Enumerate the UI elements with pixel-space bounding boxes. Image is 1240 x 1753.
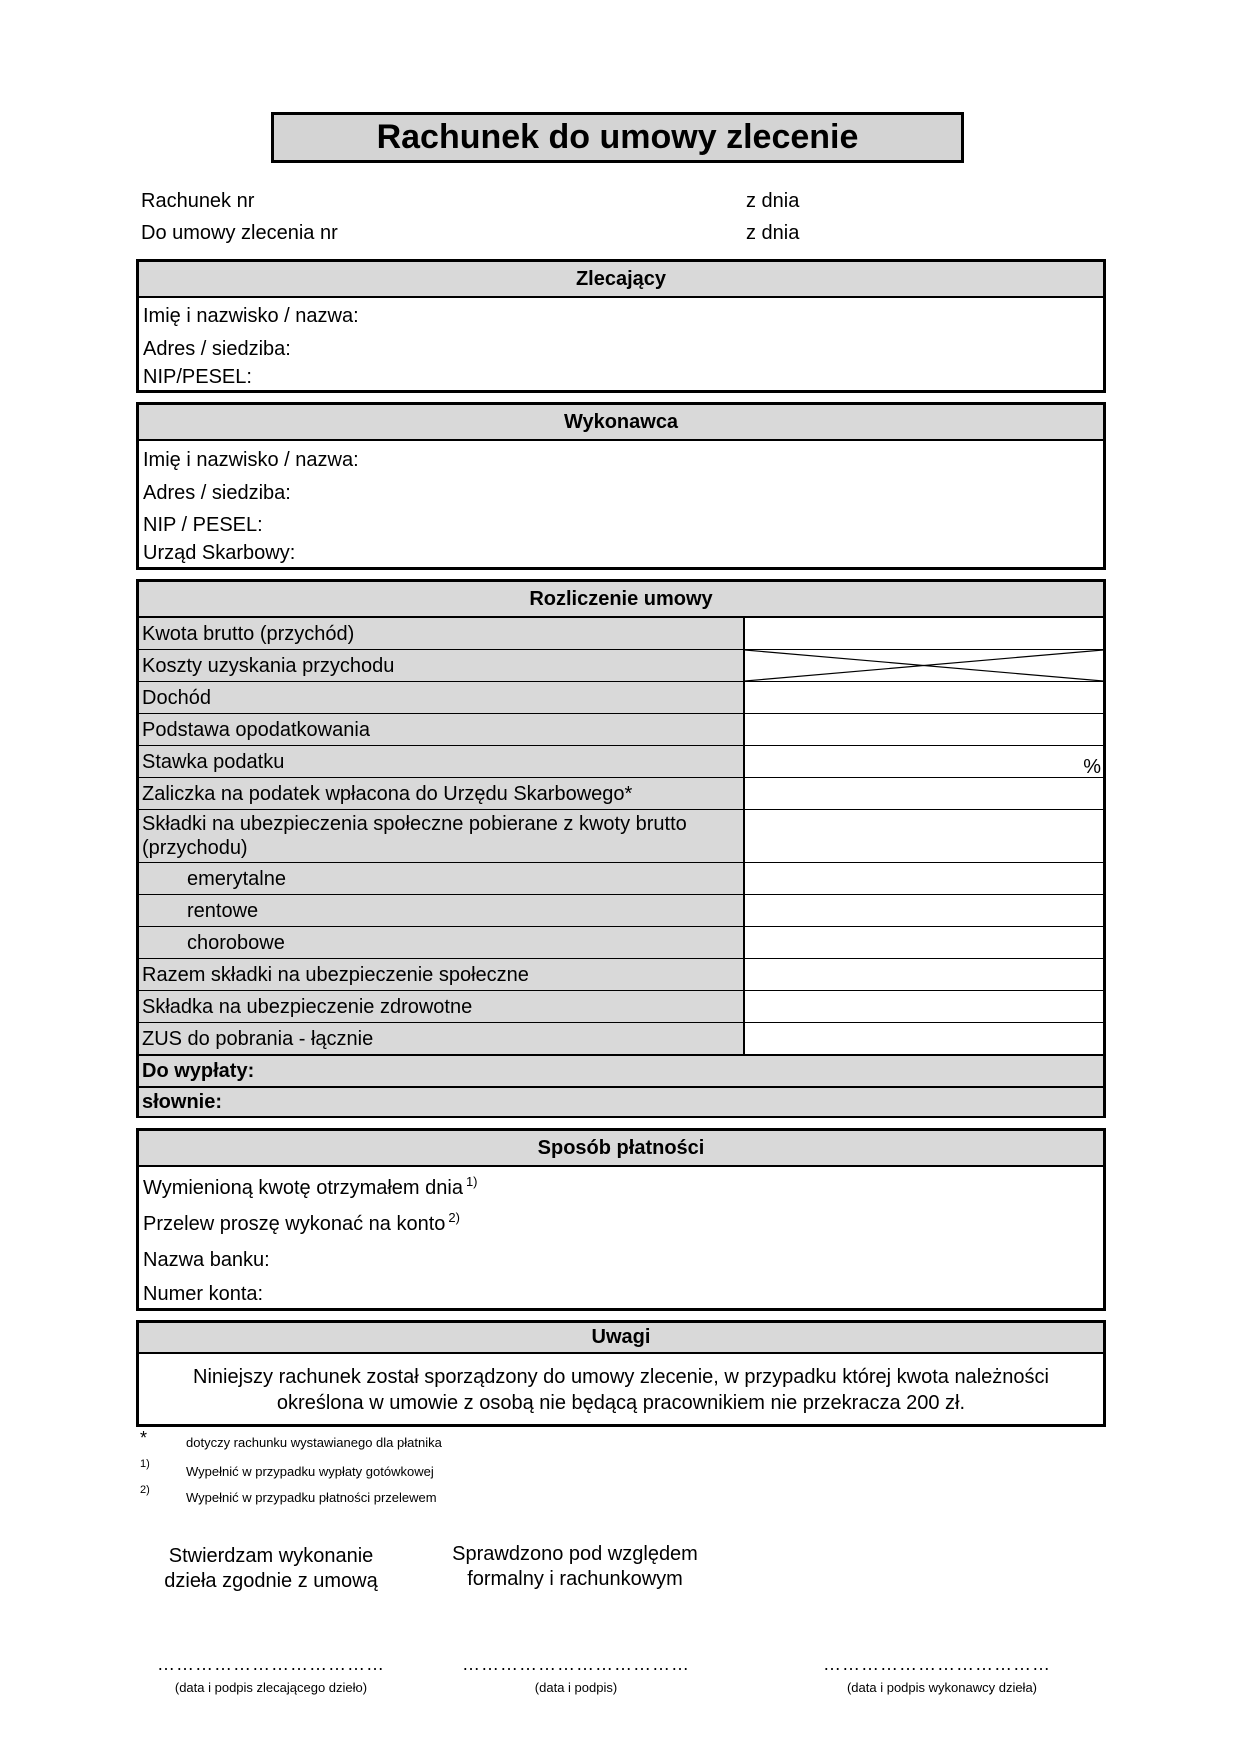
settlement-row xyxy=(139,714,1103,746)
signature-heading-1-line-1: Stwierdzam wykonanie xyxy=(168,1545,374,1567)
contractor-section xyxy=(136,402,1106,570)
remarks-section xyxy=(136,1320,1106,1427)
remarks-heading: Uwagi xyxy=(139,1323,1103,1354)
document-title: Rachunek do umowy zlecenie xyxy=(271,112,964,163)
settlement-row-value[interactable] xyxy=(745,959,1103,990)
settlement-row-value[interactable] xyxy=(745,618,1103,649)
settlement-row-label: Składka na ubezpieczenie zdrowotne xyxy=(139,991,745,1022)
invoice-date-label: z dnia xyxy=(746,190,800,212)
client-address-label: Adres / siedziba: xyxy=(143,338,291,360)
contractor-address-label: Adres / siedziba: xyxy=(143,482,291,504)
settlement-row-label: rentowe xyxy=(139,895,745,926)
cash-payment-line xyxy=(143,1176,478,1200)
settlement-row-label: Zaliczka na podatek wpłacona do Urzędu Skarbowego* xyxy=(139,778,745,809)
settlement-row-value[interactable] xyxy=(745,778,1103,809)
remarks-line-1: Niniejszy rachunek został sporządzony do umowy zlecenie, w przypadku której kwota należności xyxy=(193,1366,1049,1388)
account-number-label: Numer konta: xyxy=(143,1283,264,1305)
tax-rate-value[interactable] xyxy=(745,746,1103,777)
transfer-payment-label: Przelew proszę wykonać na konto xyxy=(143,1213,446,1235)
payment-method-section xyxy=(136,1128,1106,1311)
settlement-heading: Rozliczenie umowy xyxy=(139,582,1103,618)
client-nip-label: NIP/PESEL: xyxy=(143,366,252,388)
settlement-row xyxy=(139,618,1103,650)
remarks-text xyxy=(139,1354,1103,1416)
signature-line-1: ……………………………… xyxy=(157,1654,385,1674)
signature-heading-1 xyxy=(141,1544,401,1594)
footnote-mark: 2) xyxy=(140,1484,150,1496)
signature-heading-2-line-1: Sprawdzono pod względem xyxy=(452,1543,698,1565)
remarks-line-2: określona w umowie z osobą nie będącą pracownikiem nie przekracza 200 zł. xyxy=(276,1392,966,1414)
contractor-heading: Wykonawca xyxy=(139,405,1103,441)
footnote-mark: * xyxy=(140,1428,148,1448)
contractor-name-label: Imię i nazwisko / nazwa: xyxy=(143,449,359,471)
settlement-row xyxy=(139,863,1103,895)
signature-caption-3: (data i podpis wykonawcy dzieła) xyxy=(846,1680,1038,1695)
bank-name-label: Nazwa banku: xyxy=(143,1249,270,1271)
amount-in-words-label: słownie: xyxy=(139,1086,1103,1116)
invoice-number-label: Rachunek nr xyxy=(141,190,255,212)
payout-label: Do wypłaty: xyxy=(139,1054,1103,1086)
settlement-row-label: emerytalne xyxy=(139,863,745,894)
settlement-row xyxy=(139,810,1103,863)
settlement-row xyxy=(139,991,1103,1023)
settlement-row-label: chorobowe xyxy=(139,927,745,958)
settlement-row-label: Razem składki na ubezpieczenie społeczne xyxy=(139,959,745,990)
payment-method-heading: Sposób płatności xyxy=(139,1131,1103,1167)
client-name-label: Imię i nazwisko / nazwa: xyxy=(143,305,359,327)
signature-line-2: ……………………………… xyxy=(462,1654,690,1674)
settlement-row-label: ZUS do pobrania - łącznie xyxy=(139,1023,745,1054)
settlement-row-value[interactable] xyxy=(745,682,1103,713)
settlement-row-label: Stawka podatku xyxy=(139,746,745,777)
signature-heading-2 xyxy=(430,1542,720,1592)
settlement-row-label: Koszty uzyskania przychodu xyxy=(139,650,745,681)
client-section xyxy=(136,259,1106,393)
settlement-row-value[interactable] xyxy=(745,895,1103,926)
settlement-row-value-crossed xyxy=(745,650,1103,681)
footnote-text: dotyczy rachunku wystawianego dla płatnika xyxy=(186,1435,442,1450)
settlement-row xyxy=(139,927,1103,959)
cash-payment-label: Wymienioną kwotę otrzymałem dnia xyxy=(143,1177,463,1199)
footnote-mark: 1) xyxy=(140,1458,150,1470)
contract-number-label: Do umowy zlecenia nr xyxy=(141,222,338,244)
cross-out-mark xyxy=(745,650,1103,681)
footnote-text: Wypełnić w przypadku wypłaty gotówkowej xyxy=(186,1464,434,1479)
contract-date-label: z dnia xyxy=(746,222,800,244)
settlement-row xyxy=(139,746,1103,778)
footnote-text: Wypełnić w przypadku płatności przelewem xyxy=(186,1490,437,1505)
settlement-row xyxy=(139,682,1103,714)
settlement-section xyxy=(136,579,1106,1118)
settlement-row xyxy=(139,959,1103,991)
signature-line-3: ……………………………… xyxy=(823,1654,1051,1674)
settlement-row-value[interactable] xyxy=(745,991,1103,1022)
settlement-row-label: Kwota brutto (przychód) xyxy=(139,618,745,649)
client-heading: Zlecający xyxy=(139,262,1103,298)
settlement-row-value[interactable] xyxy=(745,810,1103,862)
settlement-row xyxy=(139,1023,1103,1054)
signature-heading-2-line-2: formalny i rachunkowym xyxy=(467,1568,683,1590)
settlement-row-value[interactable] xyxy=(745,863,1103,894)
signature-caption-2: (data i podpis) xyxy=(534,1680,618,1695)
settlement-row xyxy=(139,778,1103,810)
footnote-ref-2: 2) xyxy=(448,1210,460,1225)
settlement-row-value[interactable] xyxy=(745,927,1103,958)
signature-heading-1-line-2: dzieła zgodnie z umową xyxy=(164,1570,378,1592)
settlement-row-label: Składki na ubezpieczenia społeczne pobierane z kwoty brutto (przychodu) xyxy=(139,810,745,862)
settlement-row-label: Podstawa opodatkowania xyxy=(139,714,745,745)
percent-sign: % xyxy=(1083,756,1101,778)
settlement-row-value[interactable] xyxy=(745,1023,1103,1054)
settlement-row xyxy=(139,895,1103,927)
signature-caption-1: (data i podpis zlecającego dzieło) xyxy=(174,1680,368,1695)
footnote-ref-1: 1) xyxy=(465,1174,478,1189)
settlement-row xyxy=(139,650,1103,682)
contractor-tax-office-label: Urząd Skarbowy: xyxy=(143,542,296,564)
settlement-row-label: Dochód xyxy=(139,682,745,713)
settlement-row-value[interactable] xyxy=(745,714,1103,745)
contractor-nip-label: NIP / PESEL: xyxy=(143,514,263,536)
transfer-payment-line xyxy=(143,1212,460,1236)
